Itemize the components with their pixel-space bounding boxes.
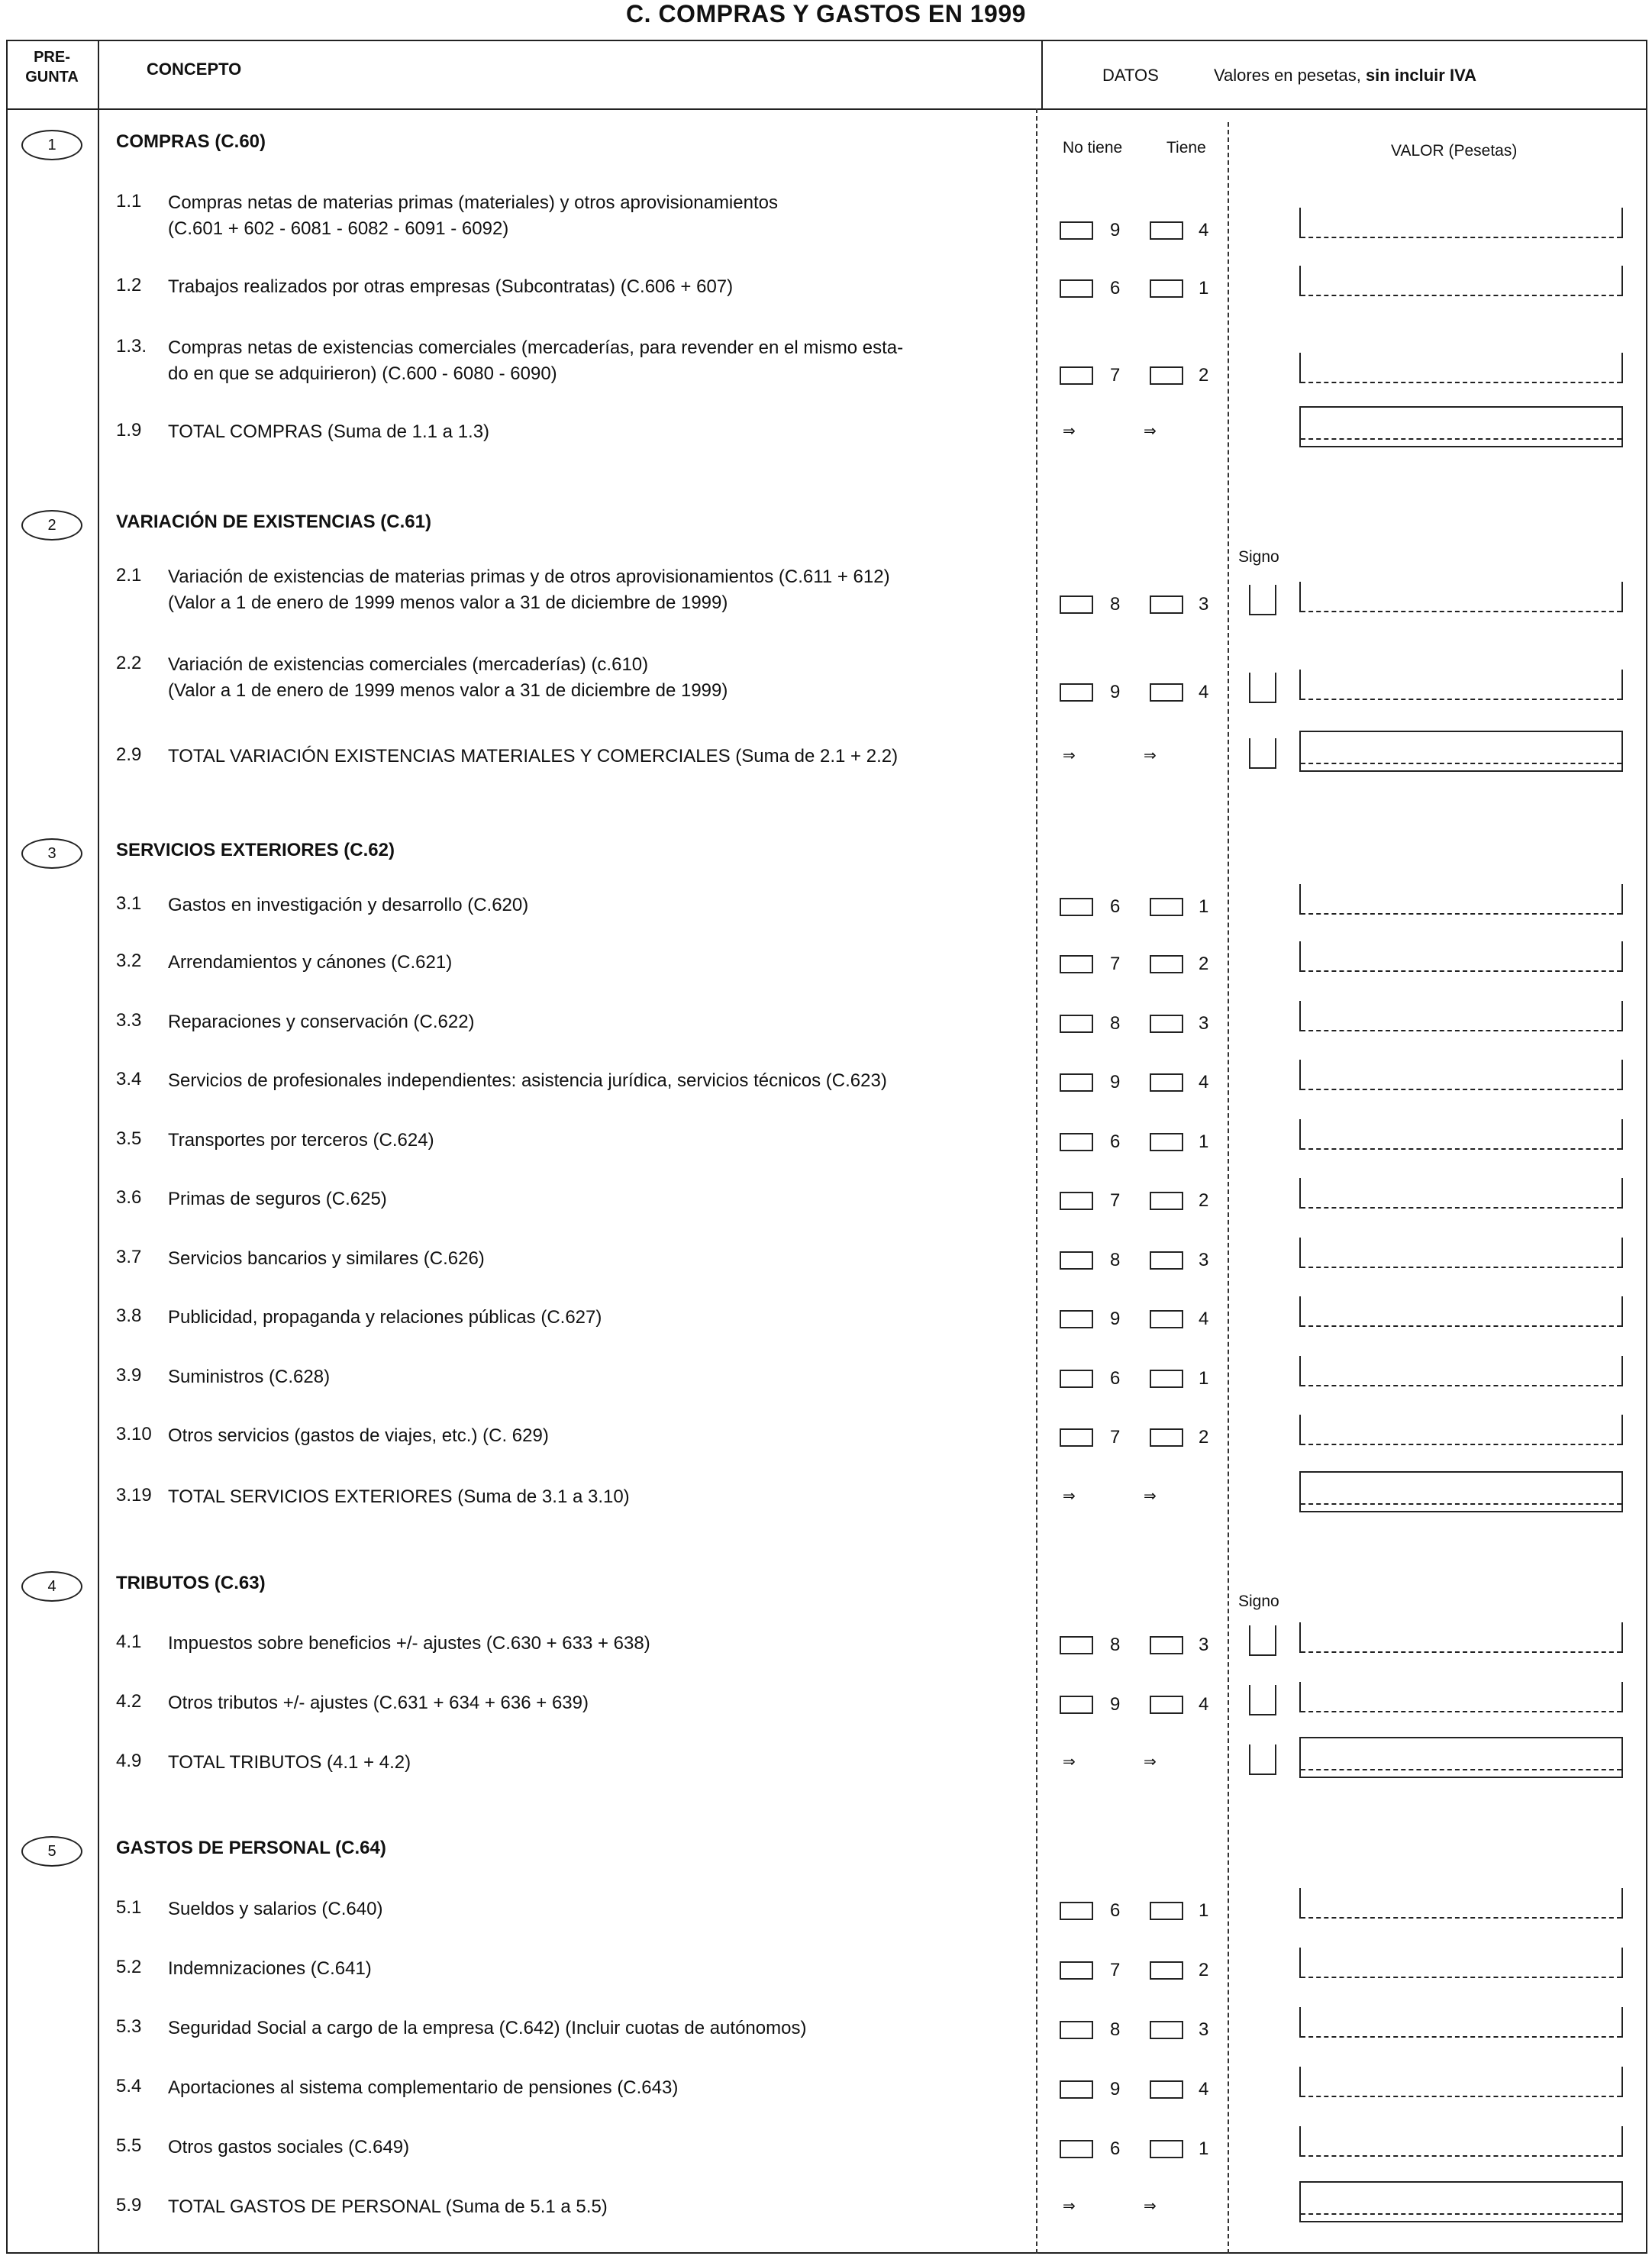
tiene-checkbox[interactable] [1150, 1133, 1183, 1151]
no-tiene-checkbox[interactable] [1060, 1192, 1093, 1210]
row-number: 5.9 [116, 2195, 142, 2216]
no-tiene-code: 8 [1110, 1250, 1121, 1270]
row-number: 3.3 [116, 1010, 142, 1031]
no-tiene-checkbox[interactable] [1060, 2140, 1093, 2158]
tiene-checkbox[interactable] [1150, 1636, 1183, 1654]
value-input-field[interactable] [1299, 208, 1623, 238]
arrow-right-icon: ⇒ [1063, 1486, 1076, 1505]
sign-input-box[interactable] [1249, 585, 1276, 615]
tiene-code: 4 [1199, 682, 1209, 702]
value-input-field[interactable] [1299, 1296, 1623, 1327]
tiene-checkbox[interactable] [1150, 1370, 1183, 1388]
arrow-right-icon: ⇒ [1063, 421, 1076, 440]
datos-column-divider [1041, 40, 1043, 108]
value-input-field[interactable] [1299, 266, 1623, 296]
no-tiene-code: 9 [1110, 220, 1121, 240]
tiene-checkbox[interactable] [1150, 1902, 1183, 1920]
row-number: 5.1 [116, 1897, 142, 1918]
tiene-code: 1 [1199, 1900, 1209, 1921]
value-input-field[interactable] [1299, 1948, 1623, 1978]
no-tiene-code: 6 [1110, 2138, 1121, 2159]
no-tiene-checkbox[interactable] [1060, 366, 1093, 385]
row-number: 2.9 [116, 744, 142, 765]
question-number-circle: 5 [21, 1836, 82, 1867]
tiene-code: 3 [1199, 1635, 1209, 1655]
no-tiene-code: 9 [1110, 1309, 1121, 1329]
row-label: Primas de seguros (C.625) [168, 1189, 387, 1209]
value-input-field[interactable] [1299, 582, 1623, 612]
value-input-field[interactable] [1299, 1001, 1623, 1031]
row-number: 5.4 [116, 2076, 142, 2096]
tiene-code: 2 [1199, 954, 1209, 974]
question-number-circle: 1 [21, 130, 82, 160]
row-label: (Valor a 1 de enero de 1999 menos valor a 31 de diciembre de 1999) [168, 680, 728, 701]
row-number: 3.4 [116, 1069, 142, 1089]
valores-header-text: Valores en pesetas, [1214, 66, 1366, 85]
value-input-field[interactable] [1299, 1415, 1623, 1445]
sign-input-box[interactable] [1249, 1625, 1276, 1656]
row-number: 1.2 [116, 275, 142, 295]
row-label: Trabajos realizados por otras empresas (Subcontratas) (C.606 + 607) [168, 276, 734, 297]
value-input-field[interactable] [1299, 2067, 1623, 2097]
row-label: TOTAL TRIBUTOS (4.1 + 4.2) [168, 1752, 411, 1773]
datos-header: DATOS [1102, 66, 1159, 85]
tiene-code: 2 [1199, 365, 1209, 386]
total-value-box[interactable] [1299, 731, 1623, 772]
row-label: Servicios bancarios y similares (C.626) [168, 1248, 485, 1269]
value-input-field[interactable] [1299, 1622, 1623, 1653]
row-label: Publicidad, propaganda y relaciones públicas (C.627) [168, 1307, 602, 1328]
total-value-box[interactable] [1299, 406, 1623, 447]
question-number-circle: 2 [21, 510, 82, 541]
no-tiene-code: 8 [1110, 2019, 1121, 2040]
row-number: 1.3. [116, 336, 147, 357]
sign-input-box[interactable] [1249, 673, 1276, 703]
row-label: Suministros (C.628) [168, 1367, 331, 1387]
tiene-checkbox[interactable] [1150, 2021, 1183, 2039]
no-tiene-code: 7 [1110, 1960, 1121, 1980]
row-number: 3.1 [116, 893, 142, 914]
row-number: 1.9 [116, 420, 142, 441]
tiene-code: 4 [1199, 1694, 1209, 1715]
row-label: Compras netas de materias primas (materiales) y otros aprovisionamientos [168, 192, 778, 213]
tiene-checkbox[interactable] [1150, 1961, 1183, 1980]
arrow-right-icon: ⇒ [1144, 421, 1157, 440]
row-number: 5.5 [116, 2135, 142, 2156]
tiene-code: 3 [1199, 1250, 1209, 1270]
tiene-checkbox[interactable] [1150, 898, 1183, 916]
row-number: 3.10 [116, 1424, 152, 1444]
no-tiene-code: 6 [1110, 896, 1121, 917]
pregunta-column-divider [98, 40, 99, 2254]
no-tiene-checkbox[interactable] [1060, 1073, 1093, 1092]
valores-header-bold: sin incluir IVA [1365, 66, 1476, 85]
value-input-field[interactable] [1299, 1888, 1623, 1919]
row-number: 4.2 [116, 1691, 142, 1712]
row-number: 2.1 [116, 565, 142, 586]
total-value-box[interactable] [1299, 1471, 1623, 1512]
row-label: Otros servicios (gastos de viajes, etc.) (C. 629) [168, 1425, 549, 1446]
no-tiene-checkbox[interactable] [1060, 1133, 1093, 1151]
no-tiene-code: 6 [1110, 1131, 1121, 1152]
row-label: Gastos en investigación y desarrollo (C.620) [168, 895, 529, 915]
row-number: 4.1 [116, 1631, 142, 1652]
value-input-field[interactable] [1299, 1356, 1623, 1386]
row-number: 3.6 [116, 1187, 142, 1208]
value-input-field[interactable] [1299, 670, 1623, 700]
value-input-field[interactable] [1299, 941, 1623, 972]
row-number: 3.2 [116, 950, 142, 971]
row-label: Aportaciones al sistema complementario de pensiones (C.643) [168, 2077, 679, 2098]
question-number-circle: 4 [21, 1571, 82, 1602]
value-input-field[interactable] [1299, 2126, 1623, 2157]
no-tiene-checkbox[interactable] [1060, 1636, 1093, 1654]
tiene-checkbox[interactable] [1150, 955, 1183, 973]
row-number: 3.7 [116, 1247, 142, 1267]
row-number: 4.9 [116, 1751, 142, 1771]
no-tiene-code: 6 [1110, 1900, 1121, 1921]
row-label: Otros gastos sociales (C.649) [168, 2137, 410, 2158]
row-number: 2.2 [116, 653, 142, 673]
tiene-checkbox[interactable] [1150, 1310, 1183, 1328]
no-tiene-checkbox[interactable] [1060, 683, 1093, 702]
tiene-checkbox[interactable] [1150, 1696, 1183, 1714]
tiene-code: 1 [1199, 278, 1209, 299]
tiene-checkbox[interactable] [1150, 2080, 1183, 2099]
value-input-field[interactable] [1299, 884, 1623, 915]
no-tiene-code: 8 [1110, 594, 1121, 615]
no-tiene-checkbox[interactable] [1060, 1696, 1093, 1714]
tiene-checkbox[interactable] [1150, 1428, 1183, 1447]
no-tiene-code: 6 [1110, 278, 1121, 299]
sign-input-box[interactable] [1249, 1744, 1276, 1775]
row-label: TOTAL SERVICIOS EXTERIORES (Suma de 3.1 a 3.10) [168, 1486, 630, 1507]
row-number: 1.1 [116, 191, 142, 211]
tiene-checkbox[interactable] [1150, 1251, 1183, 1270]
tiene-code: 4 [1199, 1072, 1209, 1092]
arrow-right-icon: ⇒ [1063, 1752, 1076, 1770]
tiene-checkbox[interactable] [1150, 683, 1183, 702]
no-tiene-code: 7 [1110, 954, 1121, 974]
tiene-code: 2 [1199, 1427, 1209, 1448]
tiene-code: 1 [1199, 1131, 1209, 1152]
no-tiene-checkbox[interactable] [1060, 2080, 1093, 2099]
sign-input-box[interactable] [1249, 738, 1276, 769]
tiene-code: 1 [1199, 896, 1209, 917]
value-input-field[interactable] [1299, 2007, 1623, 2038]
arrow-right-icon: ⇒ [1063, 2196, 1076, 2215]
row-label: (C.601 + 602 - 6081 - 6082 - 6091 - 6092) [168, 218, 509, 239]
tiene-code: 1 [1199, 2138, 1209, 2159]
value-input-field[interactable] [1299, 1682, 1623, 1712]
row-label: TOTAL VARIACIÓN EXISTENCIAS MATERIALES Y COMERCIALES (Suma de 2.1 + 2.2) [168, 746, 899, 767]
row-number: 3.19 [116, 1485, 152, 1506]
row-label: Sueldos y salarios (C.640) [168, 1899, 383, 1919]
value-input-field[interactable] [1299, 1119, 1623, 1150]
row-label: Variación de existencias de materias primas y de otros aprovisionamientos (C.611 + 612) [168, 566, 890, 587]
row-number: 5.2 [116, 1957, 142, 1977]
arrow-right-icon: ⇒ [1144, 746, 1157, 764]
no-tiene-code: 6 [1110, 1368, 1121, 1389]
row-label: Reparaciones y conservación (C.622) [168, 1012, 475, 1032]
row-label: Impuestos sobre beneficios +/- ajustes (C.630 + 633 + 638) [168, 1633, 650, 1654]
tiene-code: 4 [1199, 2079, 1209, 2099]
section-title: SERVICIOS EXTERIORES (C.62) [116, 840, 395, 860]
total-value-box[interactable] [1299, 2181, 1623, 2222]
sign-input-box[interactable] [1249, 1685, 1276, 1715]
tiene-checkbox[interactable] [1150, 2140, 1183, 2158]
tiene-code: 3 [1199, 594, 1209, 615]
no-tiene-checkbox[interactable] [1060, 595, 1093, 614]
value-input-field[interactable] [1299, 1178, 1623, 1209]
datos-right-dashed-divider [1228, 122, 1229, 2254]
row-label: Indemnizaciones (C.641) [168, 1958, 372, 1979]
row-number: 3.9 [116, 1365, 142, 1386]
no-tiene-checkbox[interactable] [1060, 1370, 1093, 1388]
tiene-checkbox[interactable] [1150, 221, 1183, 240]
row-label: do en que se adquirieron) (C.600 - 6080 - 6090) [168, 363, 557, 384]
no-tiene-checkbox[interactable] [1060, 2021, 1093, 2039]
row-number: 5.3 [116, 2016, 142, 2037]
section-title: VARIACIÓN DE EXISTENCIAS (C.61) [116, 512, 431, 532]
tiene-code: 4 [1199, 1309, 1209, 1329]
tiene-checkbox[interactable] [1150, 595, 1183, 614]
tiene-header: Tiene [1166, 139, 1206, 157]
value-input-field[interactable] [1299, 1238, 1623, 1268]
row-label: Seguridad Social a cargo de la empresa (C.642) (Incluir cuotas de autónomos) [168, 2018, 807, 2038]
no-tiene-code: 7 [1110, 1190, 1121, 1211]
row-label: (Valor a 1 de enero de 1999 menos valor a 31 de diciembre de 1999) [168, 592, 728, 613]
no-tiene-checkbox[interactable] [1060, 1015, 1093, 1033]
tiene-checkbox[interactable] [1150, 279, 1183, 298]
no-tiene-checkbox[interactable] [1060, 279, 1093, 298]
datos-left-dashed-divider [1036, 108, 1037, 2254]
no-tiene-header: No tiene [1063, 139, 1123, 157]
no-tiene-code: 9 [1110, 682, 1121, 702]
row-number: 3.8 [116, 1306, 142, 1326]
row-label: TOTAL GASTOS DE PERSONAL (Suma de 5.1 a 5.5) [168, 2196, 608, 2217]
no-tiene-code: 9 [1110, 1694, 1121, 1715]
tiene-code: 1 [1199, 1368, 1209, 1389]
arrow-right-icon: ⇒ [1144, 1486, 1157, 1505]
tiene-code: 2 [1199, 1190, 1209, 1211]
valores-header [1214, 66, 1476, 86]
no-tiene-code: 7 [1110, 1427, 1121, 1448]
row-label: Compras netas de existencias comerciales (mercaderías, para revender en el mismo esta- [168, 337, 904, 358]
arrow-right-icon: ⇒ [1144, 2196, 1157, 2215]
value-input-field[interactable] [1299, 1060, 1623, 1090]
no-tiene-code: 9 [1110, 2079, 1121, 2099]
arrow-right-icon: ⇒ [1063, 746, 1076, 764]
page-title: C. COMPRAS Y GASTOS EN 1999 [626, 0, 1026, 27]
row-label: Arrendamientos y cánones (C.621) [168, 952, 453, 973]
row-label: Servicios de profesionales independientes: asistencia jurídica, servicios técnicos (C.623) [168, 1070, 887, 1091]
row-label: Transportes por terceros (C.624) [168, 1130, 434, 1151]
signo-header: Signo [1238, 548, 1279, 566]
tiene-code: 4 [1199, 220, 1209, 240]
no-tiene-code: 7 [1110, 365, 1121, 386]
row-label: Otros tributos +/- ajustes (C.631 + 634 + 636 + 639) [168, 1693, 589, 1713]
tiene-checkbox[interactable] [1150, 1073, 1183, 1092]
pregunta-header: PRE- GUNTA [25, 49, 79, 86]
signo-header: Signo [1238, 1593, 1279, 1610]
section-title: COMPRAS (C.60) [116, 131, 266, 152]
tiene-code: 3 [1199, 2019, 1209, 2040]
no-tiene-checkbox[interactable] [1060, 1428, 1093, 1447]
no-tiene-code: 8 [1110, 1013, 1121, 1034]
tiene-checkbox[interactable] [1150, 366, 1183, 385]
row-label: TOTAL COMPRAS (Suma de 1.1 a 1.3) [168, 421, 490, 442]
no-tiene-checkbox[interactable] [1060, 898, 1093, 916]
concepto-header: CONCEPTO [147, 60, 242, 79]
valor-header: VALOR (Pesetas) [1391, 142, 1518, 160]
no-tiene-code: 8 [1110, 1635, 1121, 1655]
no-tiene-code: 9 [1110, 1072, 1121, 1092]
question-number-circle: 3 [21, 838, 82, 869]
no-tiene-checkbox[interactable] [1060, 1961, 1093, 1980]
no-tiene-checkbox[interactable] [1060, 221, 1093, 240]
total-value-box[interactable] [1299, 1737, 1623, 1778]
no-tiene-checkbox[interactable] [1060, 1902, 1093, 1920]
section-title: TRIBUTOS (C.63) [116, 1573, 266, 1593]
row-label: Variación de existencias comerciales (mercaderías) (c.610) [168, 654, 649, 675]
tiene-code: 2 [1199, 1960, 1209, 1980]
value-input-field[interactable] [1299, 353, 1623, 383]
no-tiene-checkbox[interactable] [1060, 955, 1093, 973]
no-tiene-checkbox[interactable] [1060, 1251, 1093, 1270]
tiene-checkbox[interactable] [1150, 1192, 1183, 1210]
tiene-checkbox[interactable] [1150, 1015, 1183, 1033]
section-title: GASTOS DE PERSONAL (C.64) [116, 1838, 386, 1858]
tiene-code: 3 [1199, 1013, 1209, 1034]
header-divider [6, 108, 1647, 110]
row-number: 3.5 [116, 1128, 142, 1149]
no-tiene-checkbox[interactable] [1060, 1310, 1093, 1328]
arrow-right-icon: ⇒ [1144, 1752, 1157, 1770]
